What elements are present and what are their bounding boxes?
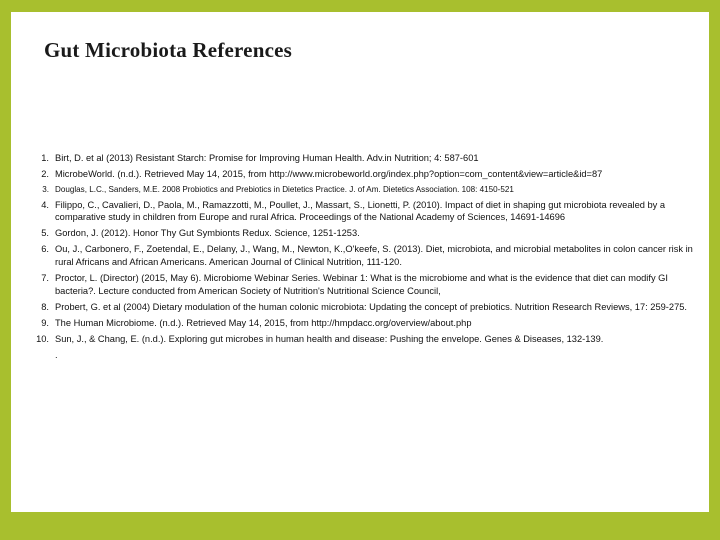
list-item	[33, 333, 705, 346]
list-item	[33, 272, 705, 297]
references-list	[33, 152, 705, 365]
list-item-text: Filippo, C., Cavalieri, D., Paola, M., Ramazzotti, M., Poullet, J., Massart, S., Lionetti, P. (2010). Impact of diet in shaping gut microbiota revealed by a comparative study in children from Europe and rural Africa. Proceedings of the National Academy of Sciences, 14691-14696	[55, 199, 666, 223]
list-item-text: Birt, D. et al (2013) Resistant Starch: Promise for Improving Human Health. Adv.in Nutrition; 4: 587-601	[55, 153, 479, 163]
list-item	[33, 199, 705, 224]
list-item-text: Douglas, L.C., Sanders, M.E. 2008 Probiotics and Prebiotics in Dietetics Practice. J. of Am. Dietetics Association. 108: 4150-521	[55, 185, 514, 195]
list-item	[33, 317, 705, 330]
list-item-number: 6.	[41, 244, 49, 255]
list-item-number: 9.	[41, 317, 49, 328]
list-item	[33, 227, 705, 240]
list-item-number: 3.	[42, 185, 49, 195]
list-item	[33, 184, 705, 195]
list-item-number: 5.	[41, 228, 49, 239]
list-item	[33, 301, 705, 314]
list-item-number: 10.	[36, 334, 49, 345]
list-item-text: Sun, J., & Chang, E. (n.d.). Exploring gut microbes in human health and disease: Pushing the envelope. Genes & Diseases, 132-139.	[55, 334, 604, 345]
list-item-number: 2.	[41, 169, 49, 180]
list-item-number: 4.	[41, 199, 49, 210]
list-item-number: 7.	[41, 273, 49, 284]
list-item	[33, 152, 705, 165]
list-item-text: Probert, G. et al (2004) Dietary modulation of the human colonic microbiota: Updating the concept of prebiotics. Nutrition Research Reviews, 17: 259-275.	[55, 301, 688, 312]
list-item-number: 8.	[41, 301, 49, 312]
list-item-text: The Human Microbiome. (n.d.). Retrieved May 14, 2015, from http://hmpdacc.org/overview/about.php	[55, 317, 472, 328]
list-item-trailing	[33, 349, 705, 362]
list-item	[33, 168, 705, 181]
list-item-text: Proctor, L. (Director) (2015, May 6). Microbiome Webinar Series. Webinar 1: What is the microbiome and what is the evidence that diet can modify GI bacteria?. Lecture conducted from American Society of Nutrition's Nutritional Science Council,	[55, 273, 668, 296]
page-title: Gut Microbiota References	[44, 38, 292, 62]
list-item-number: 1.	[41, 153, 49, 163]
list-item-text: MicrobeWorld. (n.d.). Retrieved May 14, 2015, from http://www.microbeworld.org/index.php?option=com_content&view=article&id=87	[55, 169, 603, 180]
slide-content-panel	[11, 12, 709, 512]
list-item-text: Gordon, J. (2012). Honor Thy Gut Symbionts Redux. Science, 1251-1253.	[55, 228, 360, 239]
list-item-text: .	[55, 350, 58, 361]
list-item	[33, 243, 705, 268]
list-item-text: Ou, J., Carbonero, F., Zoetendal, E., Delany, J., Wang, M., Newton, K.,O'keefe, S. (2013). Diet, microbiota, and microbial metabolites in colon cancer risk in rural Africans and African Americans. American Journal of Clinical Nutrition, 111-120.	[55, 244, 693, 268]
